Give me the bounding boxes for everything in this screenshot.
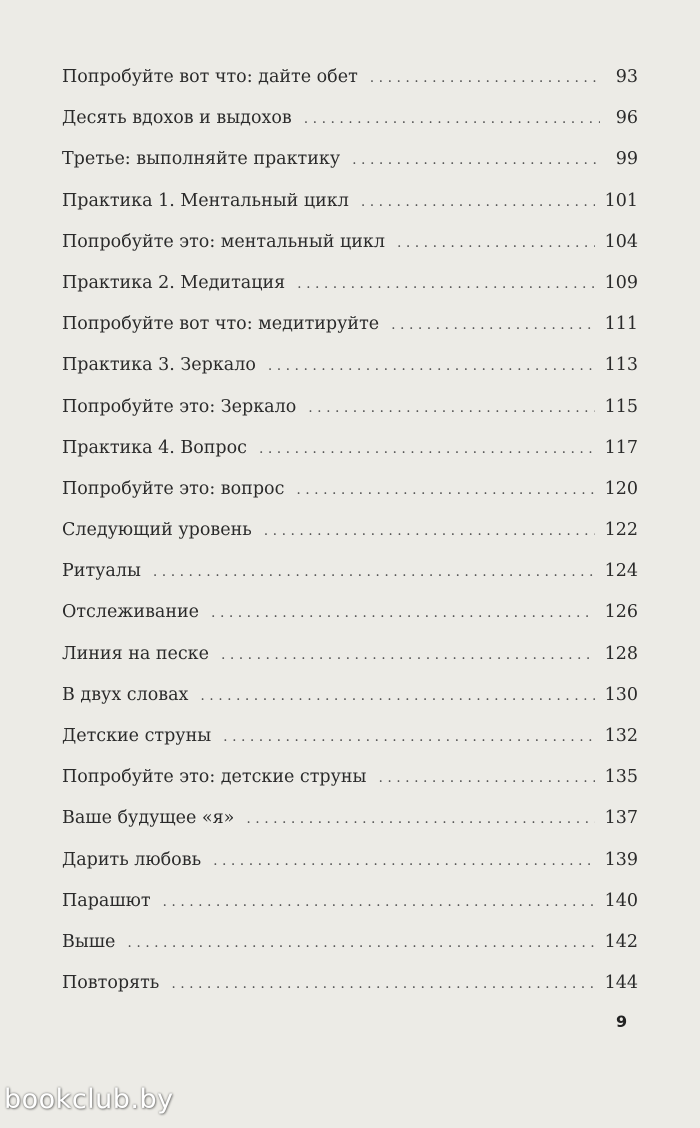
toc-dot-leader bbox=[378, 758, 594, 799]
toc-entry-page: 128 bbox=[604, 643, 638, 664]
toc-entry bbox=[62, 98, 638, 139]
toc-entry-title: В двух словах bbox=[62, 684, 189, 705]
toc-entry-page: 93 bbox=[615, 67, 638, 87]
toc-entry-title: Попробуйте это: детские струны bbox=[62, 767, 367, 788]
toc-dot-leader bbox=[304, 99, 600, 140]
toc-entry-page: 126 bbox=[604, 602, 638, 623]
toc-dot-leader bbox=[171, 964, 594, 1005]
toc-entry-page: 113 bbox=[604, 355, 638, 376]
toc-entry bbox=[62, 345, 638, 386]
toc-entry-title: Практика 2. Медитация bbox=[62, 272, 286, 293]
toc-entry-page: 130 bbox=[604, 684, 638, 705]
toc-dot-leader bbox=[361, 182, 595, 223]
toc-dot-leader bbox=[127, 923, 594, 964]
toc-dot-leader bbox=[211, 593, 595, 634]
toc-entry-page: 135 bbox=[604, 767, 638, 788]
toc-entry-title: Попробуйте вот что: дайте обет bbox=[62, 67, 358, 87]
toc-dot-leader bbox=[370, 58, 600, 99]
toc-entry-page: 101 bbox=[604, 190, 638, 211]
toc-entry bbox=[62, 263, 638, 304]
toc-entry-page: 140 bbox=[604, 890, 638, 911]
toc-entry-title: Практика 1. Ментальный цикл bbox=[62, 190, 349, 211]
toc-entry-page: 117 bbox=[604, 437, 638, 458]
toc-dot-leader bbox=[352, 140, 600, 181]
toc-entry-title: Отслеживание bbox=[62, 602, 200, 623]
toc-entry-title: Повторять bbox=[62, 973, 160, 994]
toc-entry bbox=[62, 469, 638, 510]
toc-entry-title: Выше bbox=[62, 931, 116, 952]
toc-entry-page: 96 bbox=[615, 108, 638, 129]
toc-entry-title: Практика 3. Зеркало bbox=[62, 355, 256, 376]
toc-entry bbox=[62, 840, 638, 881]
table-of-contents bbox=[62, 57, 638, 1004]
toc-entry bbox=[62, 592, 638, 633]
toc-entry-title: Третье: выполняйте практику bbox=[62, 149, 341, 170]
page-number: 9 bbox=[616, 1012, 628, 1031]
toc-entry-page: 139 bbox=[604, 849, 638, 870]
toc-dot-leader bbox=[391, 305, 594, 346]
toc-dot-leader bbox=[246, 799, 594, 840]
toc-entry-page: 104 bbox=[604, 231, 638, 252]
toc-dot-leader bbox=[153, 552, 595, 593]
toc-entry bbox=[62, 963, 638, 1004]
toc-entry-page: 122 bbox=[604, 520, 638, 541]
toc-dot-leader bbox=[163, 882, 595, 923]
toc-entry-title: Попробуйте это: Зеркало bbox=[62, 396, 297, 417]
toc-entry-page: 111 bbox=[604, 314, 638, 335]
toc-entry-title: Практика 4. Вопрос bbox=[62, 437, 247, 458]
toc-entry-title: Линия на песке bbox=[62, 643, 209, 664]
toc-entry-page: 99 bbox=[615, 149, 638, 170]
toc-entry bbox=[62, 304, 638, 345]
toc-entry-page: 137 bbox=[604, 808, 638, 829]
toc-entry-title: Детские струны bbox=[62, 726, 212, 746]
toc-dot-leader bbox=[200, 676, 594, 717]
toc-entry-title: Ваше будущее «я» bbox=[62, 808, 235, 829]
toc-entry-title: Ритуалы bbox=[62, 561, 141, 582]
toc-entry bbox=[62, 510, 638, 551]
toc-entry-title: Попробуйте это: ментальный цикл bbox=[62, 231, 385, 252]
toc-dot-leader bbox=[213, 841, 594, 882]
toc-entry bbox=[62, 551, 638, 592]
toc-entry bbox=[62, 387, 638, 428]
toc-entry-title: Попробуйте это: вопрос bbox=[62, 478, 285, 499]
toc-entry-title: Попробуйте вот что: медитируйте bbox=[62, 314, 380, 335]
toc-dot-leader bbox=[223, 717, 594, 758]
watermark-text: bookclub.by bbox=[4, 1084, 174, 1115]
toc-entry-page: 144 bbox=[604, 973, 638, 994]
toc-entry bbox=[62, 881, 638, 922]
toc-entry bbox=[62, 798, 638, 839]
toc-entry bbox=[62, 675, 638, 716]
toc-entry-page: 142 bbox=[604, 931, 638, 952]
toc-entry-title: Дарить любовь bbox=[62, 849, 202, 870]
toc-entry-title: Парашют bbox=[62, 890, 151, 911]
toc-entry bbox=[62, 757, 638, 798]
toc-entry-page: 109 bbox=[604, 272, 638, 293]
toc-dot-leader bbox=[221, 635, 595, 676]
toc-entry bbox=[62, 922, 638, 963]
toc-dot-leader bbox=[297, 264, 594, 305]
toc-dot-leader bbox=[296, 470, 594, 511]
toc-dot-leader bbox=[264, 511, 595, 552]
toc-entry bbox=[62, 428, 638, 469]
toc-dot-leader bbox=[397, 223, 595, 264]
toc-entry-page: 132 bbox=[604, 726, 638, 746]
toc-dot-leader bbox=[268, 346, 595, 387]
toc-entry-title: Следующий уровень bbox=[62, 520, 252, 541]
toc-dot-leader bbox=[308, 388, 594, 429]
toc-entry bbox=[62, 181, 638, 222]
toc-entry bbox=[62, 634, 638, 675]
toc-entry-page: 120 bbox=[604, 478, 638, 499]
toc-entry bbox=[62, 716, 638, 757]
toc-entry-page: 115 bbox=[604, 396, 638, 417]
toc-entry-page: 124 bbox=[604, 561, 638, 582]
toc-entry-title: Десять вдохов и выдохов bbox=[62, 108, 292, 129]
toc-entry bbox=[62, 57, 638, 98]
toc-entry bbox=[62, 139, 638, 180]
toc-dot-leader bbox=[259, 429, 595, 470]
toc-entry bbox=[62, 222, 638, 263]
